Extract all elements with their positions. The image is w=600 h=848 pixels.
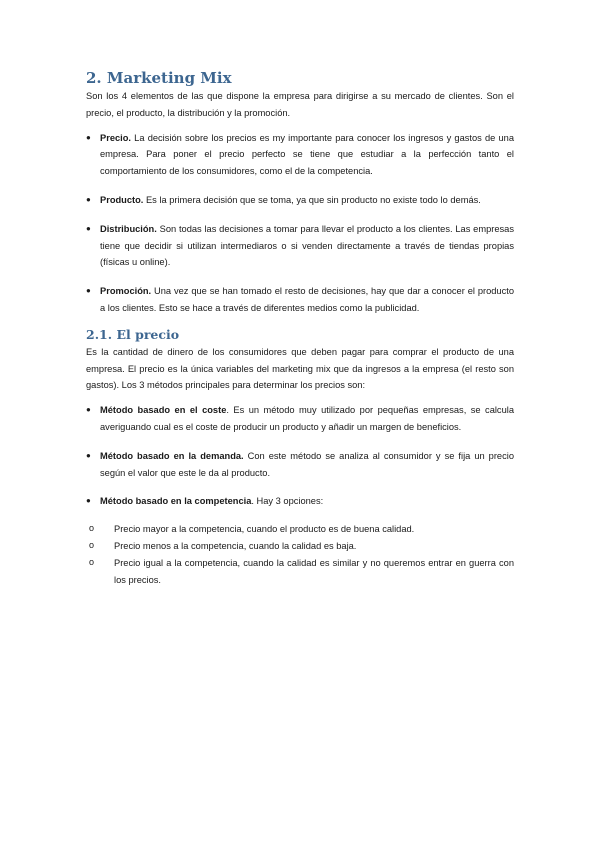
section-heading-marketing-mix: 2. Marketing Mix [86, 69, 232, 87]
list-item-precio [86, 130, 514, 180]
list-item-option: o Precio menos a la competencia, cuando la calidad es baja. [86, 538, 514, 555]
list-item-option: o Precio igual a la competencia, cuando la calidad es similar y no queremos entrar en guerra con los precios. [86, 555, 514, 589]
section-intro: Son los 4 elementos de las que dispone la empresa para dirigirse a su mercado de clientes. Son el precio, el producto, la distribución y la promoción. [86, 91, 514, 118]
page-content [86, 68, 514, 588]
list-item-text: La decisión sobre los precios es my importante para conocer los ingresos y gastos de una empresa. Para poner el precio perfecto se tiene que estudiar a la perfección tanto el comportamiento de los consumidores, como el de la competencia. [100, 132, 514, 177]
list-item-distribucion [86, 221, 514, 271]
section-intro: Es la cantidad de dinero de los consumidores que deben pagar para comprar el producto de una empresa. El precio es la única variables del marketing mix que da ingresos a la empresa (el resto son gastos). Los 3 métodos principales para determinar los precios son: [86, 346, 514, 391]
list-item-term: Método basado en la competencia [100, 496, 252, 507]
pricing-methods-list [86, 402, 514, 510]
list-item-term: Método basado en la demanda. [100, 450, 244, 461]
list-item-term: Promoción. [100, 286, 152, 297]
list-item-metodo-coste [86, 402, 514, 436]
list-item-term: Producto. [100, 194, 144, 205]
list-item-text: . Hay 3 opciones: [251, 496, 324, 507]
section-heading-el-precio: 2.1. El precio [86, 326, 180, 342]
list-item-producto [86, 192, 514, 209]
list-item-text: Una vez que se han tomado el resto de decisiones, hay que dar a conocer el producto a los clientes. Esto se hace a través de diferentes medios como la publicidad. [100, 286, 514, 313]
list-item-text: Son todas las decisiones a tomar para llevar el producto a los clientes. Las empresas tiene que decidir si utilizan intermediaros o si venden directamente a través de tiendas propias (físicas u online). [100, 223, 514, 268]
list-item-text: . Es un método muy utilizado por pequeñas empresas, se calcula averiguando cual es el coste de producir un producto y añadir un margen de beneficios. [100, 405, 514, 432]
list-item-term: Método basado en el coste [100, 405, 227, 416]
list-item-term: Precio. [100, 132, 132, 143]
list-item-text: Con este método se analiza al consumidor y se fija un precio según el valor que este le da al producto. [100, 450, 514, 478]
list-item-promocion [86, 283, 514, 317]
list-item-text: Es la primera decisión que se toma, ya que sin producto no existe todo lo demás. [143, 194, 481, 205]
competition-options-list [86, 521, 514, 588]
marketing-mix-list [86, 130, 514, 317]
list-item-term: Distribución. [100, 223, 157, 234]
list-item-metodo-demanda [86, 448, 514, 482]
list-item-metodo-competencia [86, 493, 514, 510]
list-item-option: o Precio mayor a la competencia, cuando el producto es de buena calidad. [86, 521, 514, 538]
